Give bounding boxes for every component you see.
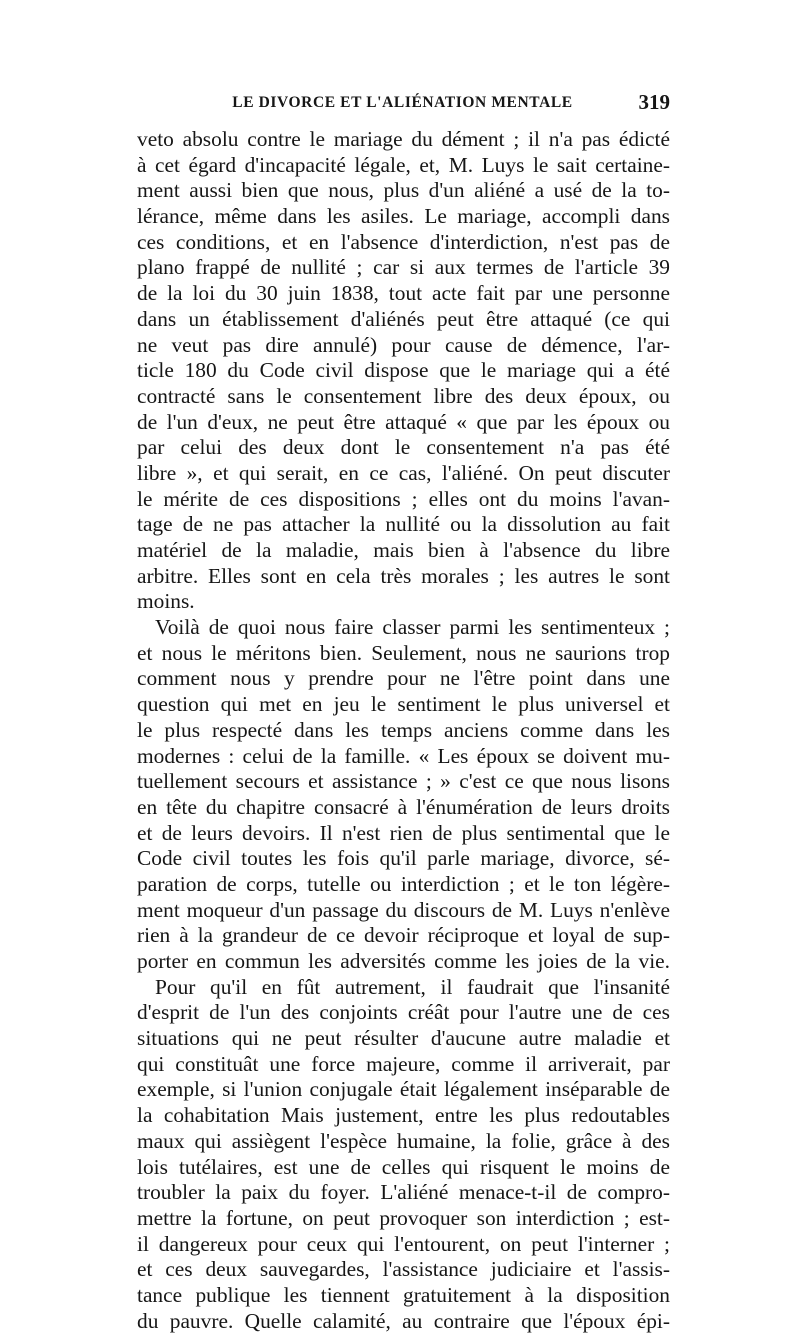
- body-text: [137, 127, 670, 1334]
- text-line: ment aussi bien que nous, plus d'un aliéné a usé de la to-: [137, 178, 670, 203]
- text-line: question qui met en jeu le sentiment le plus universel et: [137, 692, 670, 717]
- paragraph-start-line: Pour qu'il en fût autrement, il faudrait que l'insanité: [155, 974, 670, 999]
- text-line: qui constituât une force majeure, comme il arriverait, par: [137, 1051, 670, 1076]
- text-line: ne veut pas dire annulé) pour cause de démence, l'ar-: [137, 332, 670, 357]
- text-line: troubler la paix du foyer. L'aliéné menace-t-il de compro-: [137, 1180, 670, 1205]
- text-line: arbitre. Elles sont en cela très morales ; les autres le sont: [137, 563, 670, 588]
- paragraph-start-line: Voilà de quoi nous faire classer parmi les sentimenteux ;: [155, 615, 670, 640]
- text-line: exemple, si l'union conjugale était légalement inséparable de: [137, 1077, 670, 1102]
- text-line: situations qui ne peut résulter d'aucune autre maladie et: [137, 1026, 670, 1051]
- text-line: lois tutélaires, est une de celles qui risquent le moins de: [137, 1154, 670, 1179]
- text-line: rien à la grandeur de ce devoir réciproque et loyal de sup-: [137, 923, 670, 948]
- text-line: ces conditions, et en l'absence d'interdiction, n'est pas de: [137, 229, 670, 254]
- paragraph-end-line: porter en commun les adversités comme les joies de la vie.: [137, 949, 670, 973]
- text-line: tance publique les tiennent gratuitement à la disposition: [137, 1282, 670, 1307]
- text-line: ment moqueur d'un passage du discours de M. Luys n'enlève: [137, 897, 670, 922]
- text-line: par celui des deux dont le consentement n'a pas été: [137, 435, 670, 460]
- text-line: et ces deux sauvegardes, l'assistance judiciaire et l'assis-: [137, 1257, 670, 1282]
- text-line: le mérite de ces dispositions ; elles ont du moins l'avan-: [137, 486, 670, 511]
- text-line: mettre la fortune, on peut provoquer son interdiction ; est-: [137, 1205, 670, 1230]
- text-line: à cet égard d'incapacité légale, et, M. Luys le sait certaine-: [137, 152, 670, 177]
- text-line: veto absolu contre le mariage du dément ; il n'a pas édicté: [137, 127, 670, 151]
- text-line: du pauvre. Quelle calamité, au contraire que l'époux épi-: [137, 1308, 670, 1333]
- text-line: et de leurs devoirs. Il n'est rien de plus sentimental que le: [137, 820, 670, 845]
- text-line: de la loi du 30 juin 1838, tout acte fait par une personne: [137, 281, 670, 306]
- text-line: en tête du chapitre consacré à l'énumération de leurs droits: [137, 794, 670, 819]
- text-line: contracté sans le consentement libre des deux époux, ou: [137, 383, 670, 408]
- text-line: le plus respecté dans les temps anciens comme dans les: [137, 717, 670, 742]
- text-line: matériel de la maladie, mais bien à l'absence du libre: [137, 538, 670, 562]
- text-line: de l'un d'eux, ne peut être attaqué « que par les époux ou: [137, 409, 670, 434]
- text-line: tuellement secours et assistance ; » c'est ce que nous lisons: [137, 769, 670, 794]
- paragraph-end-line: moins.: [137, 589, 195, 614]
- text-line: libre », et qui serait, en ce cas, l'aliéné. On peut discuter: [137, 460, 670, 485]
- page-number: 319: [638, 90, 670, 114]
- text-line: plano frappé de nullité ; car si aux termes de l'article 39: [137, 255, 670, 280]
- text-line: Code civil toutes les fois qu'il parle mariage, divorce, sé-: [137, 846, 670, 871]
- text-line: maux qui assiègent l'espèce humaine, la folie, grâce à des: [137, 1128, 670, 1153]
- text-line: ticle 180 du Code civil dispose que le mariage qui a été: [137, 358, 670, 383]
- text-line: la cohabitation Mais justement, entre les plus redoutables: [137, 1103, 670, 1128]
- text-line: modernes : celui de la famille. « Les époux se doivent mu-: [137, 743, 670, 768]
- running-title: LE DIVORCE ET L'ALIÉNATION MENTALE: [232, 94, 573, 111]
- text-line: dans un établissement d'aliénés peut être attaqué (ce qui: [137, 306, 670, 331]
- text-line: comment nous y prendre pour ne l'être point dans une: [137, 666, 670, 691]
- text-line: il dangereux pour ceux qui l'entourent, on peut l'interner ;: [137, 1231, 670, 1256]
- text-line: tage de ne pas attacher la nullité ou la dissolution au fait: [137, 512, 670, 537]
- text-line: paration de corps, tutelle ou interdiction ; et le ton légère-: [137, 871, 670, 896]
- text-line: et nous le méritons bien. Seulement, nous ne saurions trop: [137, 640, 670, 665]
- text-line: d'esprit de l'un des conjoints créât pour l'autre une de ces: [137, 1000, 670, 1025]
- running-head: [135, 92, 670, 122]
- text-line: lérance, même dans les asiles. Le mariage, accompli dans: [137, 204, 670, 229]
